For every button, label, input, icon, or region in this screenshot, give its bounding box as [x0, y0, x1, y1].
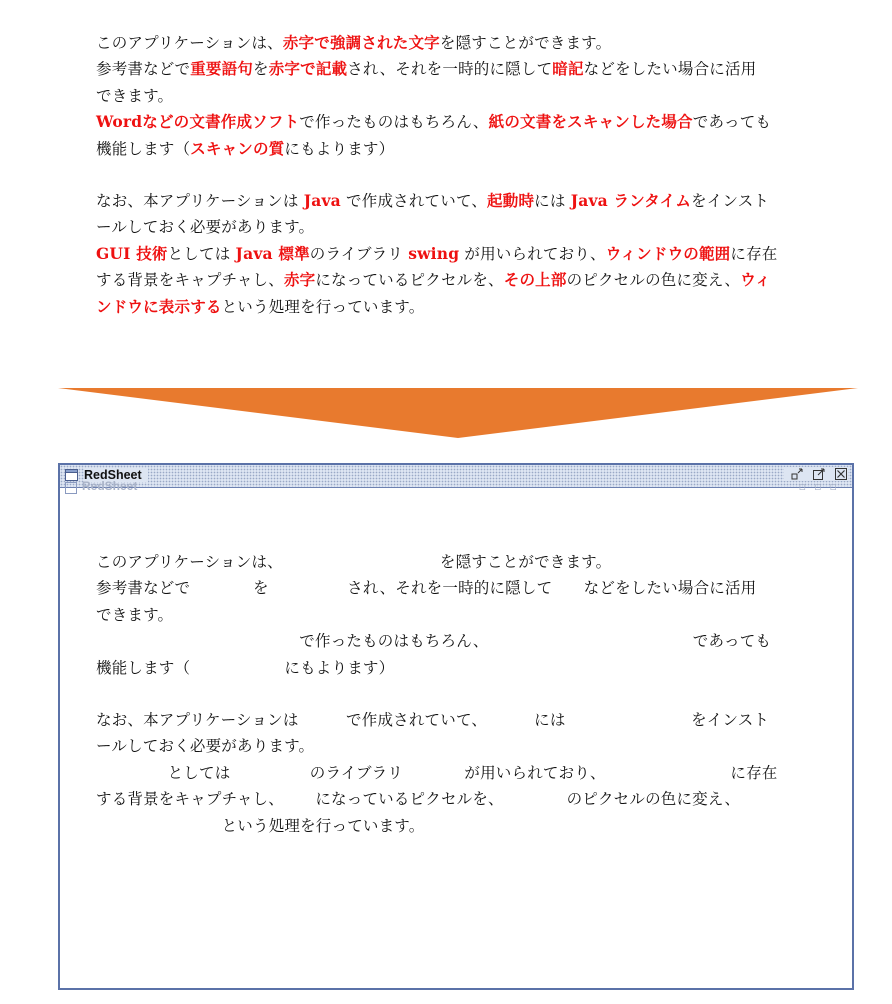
document-line — [96, 294, 836, 320]
plain-text: には — [534, 711, 571, 730]
plain-text: を — [253, 60, 269, 79]
hidden-emphasis — [190, 659, 284, 677]
hidden-emphasis — [606, 764, 731, 782]
document-line — [96, 109, 836, 135]
paragraph-gap — [96, 681, 816, 707]
window-controls — [784, 467, 848, 481]
masked-line — [96, 786, 816, 812]
red-emphasis: 赤字で記載 — [268, 60, 348, 79]
plain-text: を隠すことができます。 — [439, 553, 612, 571]
plain-text: なお、本アプリケーションは — [96, 192, 304, 211]
redsheet-window[interactable] — [58, 463, 854, 990]
close-icon[interactable] — [834, 467, 848, 481]
maximize-icon[interactable] — [812, 467, 826, 481]
document-line — [96, 136, 836, 162]
red-emphasis: 赤字 — [283, 271, 316, 290]
document-line — [96, 188, 836, 214]
masked-line — [96, 602, 816, 628]
red-emphasis: ウィ — [740, 271, 771, 290]
ghost-controls: ▫▫▫ — [798, 480, 845, 493]
plain-text: になっているピクセルを、 — [315, 790, 504, 809]
plain-text: のライブラリ — [309, 763, 409, 782]
plain-text: され、それを一時的に隠して — [347, 579, 553, 598]
plain-text: をインスト — [691, 711, 770, 730]
red-emphasis: 起動時 — [487, 192, 535, 211]
plain-text: このアプリケーションは、 — [96, 553, 283, 571]
masked-line — [96, 813, 816, 839]
document-line — [96, 241, 836, 267]
masked-line — [96, 733, 816, 759]
hidden-emphasis — [190, 579, 253, 597]
window-titlebar[interactable] — [60, 465, 852, 488]
plain-text: で作成されていて、 — [340, 711, 488, 730]
plain-text: ールしておく必要があります。 — [96, 218, 315, 237]
masked-document — [96, 549, 816, 839]
plain-text: する背景をキャプチャし、 — [96, 271, 284, 290]
down-arrow — [58, 388, 858, 438]
hidden-emphasis — [552, 579, 583, 597]
plain-text: に存在 — [730, 244, 778, 263]
plain-text: にもよります） — [284, 139, 395, 158]
window-title: RedSheet — [84, 468, 148, 482]
plain-text: で作ったものはもちろん、 — [299, 632, 489, 651]
plain-text: 機能します（ — [96, 139, 191, 158]
hidden-emphasis — [489, 632, 693, 650]
plain-text: が用いられており、 — [459, 763, 606, 782]
masked-line — [96, 655, 816, 681]
red-emphasis: Java 標準 — [235, 243, 310, 263]
red-emphasis: swing — [408, 243, 460, 263]
red-emphasis: その上部 — [503, 271, 567, 290]
plain-text: できます。 — [96, 86, 174, 105]
red-emphasis: GUI 技術 — [96, 243, 168, 263]
masked-line — [96, 575, 816, 601]
masked-line — [96, 549, 816, 575]
red-emphasis: 重要語句 — [190, 60, 254, 79]
window-canvas — [60, 488, 852, 988]
hidden-emphasis — [740, 790, 770, 808]
red-emphasis: Java ランタイム — [570, 191, 692, 211]
red-emphasis: 赤字で強調された文字 — [282, 34, 440, 52]
red-emphasis: 暗記 — [552, 60, 584, 79]
plain-text: する背景をキャプチャし、 — [96, 790, 284, 809]
plain-text: このアプリケーションは、 — [96, 34, 283, 52]
hidden-emphasis — [283, 553, 440, 571]
document-line — [96, 214, 836, 240]
plain-text: などをしたい場合に活用 — [583, 579, 757, 598]
plain-text: には — [534, 192, 571, 211]
red-emphasis: 紙の文書をスキャンした場合 — [488, 113, 693, 132]
masked-line — [96, 628, 816, 654]
hidden-emphasis — [304, 710, 341, 729]
masked-line — [96, 760, 816, 786]
down-arrow-shape — [58, 388, 858, 438]
plain-text: され、それを一時的に隠して — [347, 60, 553, 79]
plain-text: が用いられており、 — [459, 244, 606, 263]
hidden-emphasis — [487, 711, 534, 729]
plain-text: という処理を行っています。 — [221, 816, 425, 835]
document-line — [96, 30, 836, 56]
hidden-emphasis — [236, 763, 310, 782]
plain-text: で作成されていて、 — [340, 192, 488, 211]
plain-text: をインスト — [691, 192, 770, 211]
red-emphasis: ウィンドウの範囲 — [605, 244, 731, 263]
hidden-emphasis — [408, 763, 459, 782]
minimize-icon[interactable] — [790, 467, 804, 481]
plain-text: になっているピクセルを、 — [315, 271, 504, 290]
red-emphasis: スキャンの質 — [190, 139, 285, 158]
plain-text: などをしたい場合に活用 — [583, 60, 757, 79]
plain-text: 参考書などで — [96, 60, 191, 79]
document-line — [96, 267, 836, 293]
plain-text: であっても — [692, 113, 772, 132]
plain-text: ールしておく必要があります。 — [96, 737, 315, 756]
ghost-title: RedSheet — [82, 479, 138, 493]
plain-text: にもよります） — [284, 658, 395, 677]
plain-text: という処理を行っています。 — [221, 297, 425, 316]
plain-text: であっても — [692, 632, 772, 651]
plain-text: で作ったものはもちろん、 — [299, 113, 489, 132]
hidden-emphasis — [96, 631, 299, 650]
plain-text: のライブラリ — [309, 244, 409, 263]
source-document — [96, 30, 836, 320]
plain-text: 機能します（ — [96, 658, 191, 677]
hidden-emphasis — [269, 579, 348, 597]
plain-text: としては — [167, 244, 236, 263]
red-emphasis: Java — [303, 191, 341, 211]
window-app-icon — [65, 469, 78, 481]
document-line — [96, 83, 836, 109]
plain-text: のピクセルの色に変え、 — [566, 271, 741, 290]
hidden-emphasis — [504, 790, 567, 808]
plain-text: に存在 — [730, 763, 778, 782]
masked-line — [96, 707, 816, 733]
plain-text: を隠すことができます。 — [439, 34, 612, 52]
red-emphasis: Wordなどの文書作成ソフト — [96, 112, 300, 132]
red-emphasis: ンドウに表示する — [96, 297, 222, 316]
plain-text: を — [253, 579, 269, 598]
hidden-emphasis — [571, 710, 691, 729]
plain-text: としては — [167, 763, 236, 782]
hidden-emphasis — [284, 790, 315, 808]
plain-text: のピクセルの色に変え、 — [566, 790, 741, 809]
hidden-emphasis — [96, 763, 168, 782]
plain-text: なお、本アプリケーションは — [96, 711, 304, 730]
document-line — [96, 56, 836, 82]
paragraph-gap — [96, 162, 836, 188]
plain-text: 参考書などで — [96, 579, 191, 598]
plain-text: できます。 — [96, 605, 174, 624]
hidden-emphasis — [96, 817, 222, 835]
